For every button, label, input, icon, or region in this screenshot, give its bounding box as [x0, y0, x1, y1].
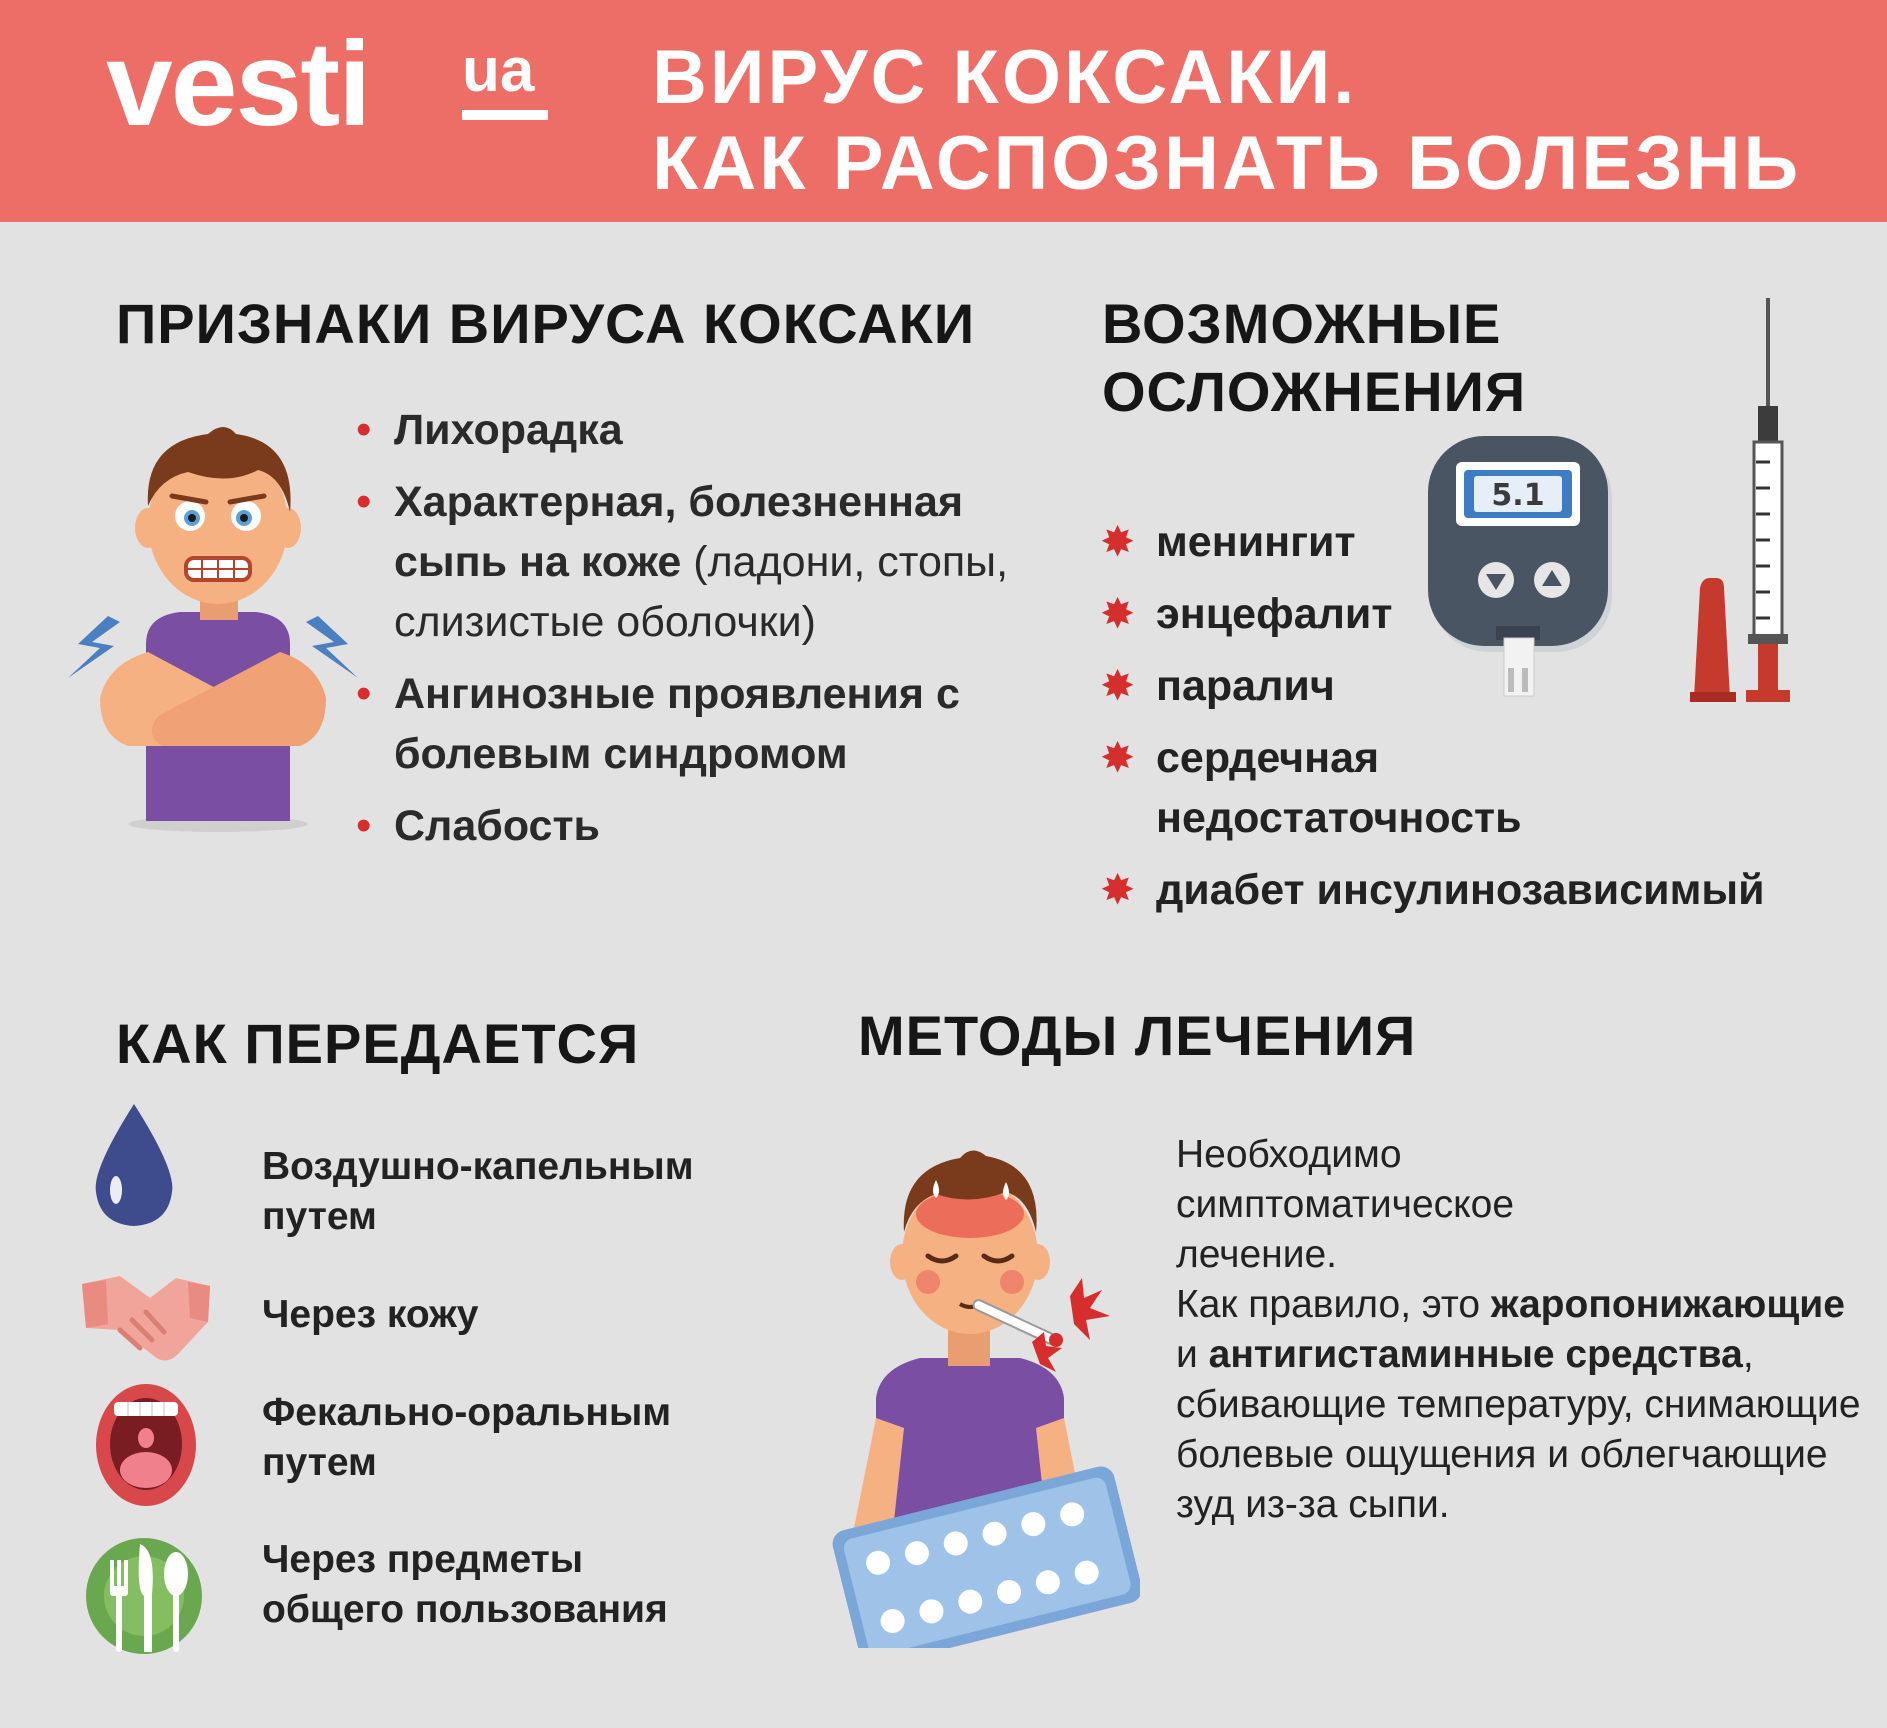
transmission-heading: КАК ПЕРЕДАЕТСЯ — [116, 1012, 640, 1075]
page-title-line1: ВИРУС КОКСАКИ. — [652, 35, 1358, 120]
complication-item: ✸ сердечная недостаточность — [1100, 728, 1576, 848]
utensils-icon — [84, 1530, 208, 1660]
treatment-text-4: , сбивающие температуру, снимающие болевые ощущения и облегчающие зуд из-за сыпи. — [1176, 1333, 1861, 1526]
transmission-label: Через предметы общего пользования — [262, 1538, 668, 1631]
transmission-label: Фекально-оральным путем — [262, 1391, 672, 1484]
complications-heading-line1: ВОЗМОЖНЫЕ — [1102, 292, 1502, 355]
logo-underline — [462, 110, 548, 120]
treatment-text-2: Как правило, это — [1176, 1283, 1491, 1326]
glucometer-reading: 5.1 — [1491, 478, 1545, 513]
complication-item: ✸ менингит — [1100, 512, 1880, 572]
sick-boy-illustration — [820, 1128, 1140, 1648]
symptom-item: • Лихорадка — [356, 400, 1016, 460]
vesti-logo: vesti — [106, 17, 370, 151]
vesti-logo-ua: ua — [462, 36, 535, 105]
complication-item: ✸ паралич — [1100, 656, 1880, 716]
complication-item: ✸ диабет инсулинозависимый — [1100, 860, 1880, 920]
page-title-line2: КАК РАСПОЗНАТЬ БОЛЕЗНЬ — [652, 121, 1802, 206]
transmission-label: Через кожу — [262, 1293, 479, 1336]
treatment-text — [1176, 1130, 1876, 1530]
treatment-text-3: и — [1176, 1333, 1209, 1376]
treatment-bold-2: антигистаминные средства — [1208, 1333, 1743, 1376]
droplet-icon — [86, 1100, 182, 1232]
mouth-icon — [94, 1382, 198, 1508]
shivering-boy-illustration — [68, 416, 358, 836]
symptom-item: • Характерная, болезненная сыпь на коже (ладони, стопы, слизистые оболочки) — [356, 472, 1014, 652]
complication-item: ✸ энцефалит — [1100, 584, 1880, 644]
transmission-label: Воздушно-капельным путем — [262, 1145, 694, 1238]
symptoms-list — [356, 400, 1016, 868]
complications-list — [1100, 512, 1880, 932]
symptom-item: • Слабость — [356, 796, 1016, 856]
complications-heading-line2: ОСЛОЖНЕНИЯ — [1102, 360, 1527, 423]
symptoms-heading: ПРИЗНАКИ ВИРУСА КОКСАКИ — [116, 292, 976, 355]
symptom-item: • Ангинозные проявления с болевым синдромом — [356, 664, 1004, 784]
handshake-icon — [80, 1270, 212, 1368]
treatment-heading: МЕТОДЫ ЛЕЧЕНИЯ — [858, 1004, 1417, 1067]
treatment-text-1: Необходимо симптоматическое лечение. — [1176, 1133, 1515, 1276]
treatment-bold-1: жаропонижающие — [1490, 1283, 1845, 1326]
